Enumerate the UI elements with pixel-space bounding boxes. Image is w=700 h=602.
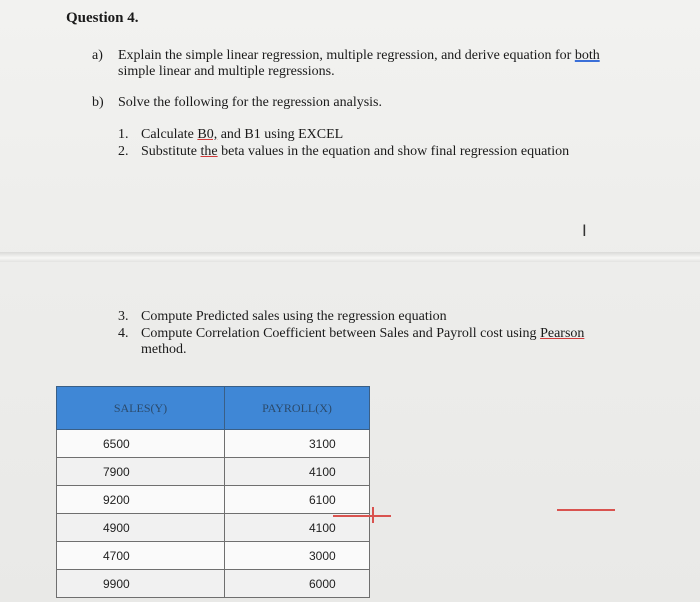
header-sales: SALES(Y) (57, 387, 225, 430)
header-payroll: PAYROLL(X) (225, 387, 370, 430)
table-row (57, 570, 370, 598)
page-separator (0, 252, 700, 262)
step-2-text (141, 144, 569, 160)
step-3-text: Compute Predicted sales using the regression equation (141, 309, 447, 324)
sales-cell: 7900 (57, 458, 225, 486)
payroll-cell: 3100 (225, 430, 370, 458)
payroll-cell: 6100 (225, 486, 370, 514)
part-a-line2: simple linear and multiple regressions. (118, 64, 335, 79)
step-4-text (141, 326, 584, 342)
sales-cell: 9900 (57, 570, 225, 598)
step-4-line2: method. (141, 342, 187, 357)
step-3 (118, 309, 578, 327)
step-1-number: 1. (118, 127, 129, 142)
step-4-before: Compute Correlation Coefficient between Sales and Payroll cost using (141, 326, 541, 341)
text-cursor-icon: I (582, 221, 587, 240)
step-2-after: beta values in the equation and show final regression equation (217, 144, 570, 159)
step-1-underlined: B0, (197, 127, 218, 142)
regression-data-table (56, 386, 370, 598)
step-2-number: 2. (118, 144, 129, 159)
step-4-underlined: Pearson (540, 326, 585, 341)
step-3-number: 3. (118, 309, 129, 324)
sales-cell: 6500 (57, 430, 225, 458)
payroll-cell: 6000 (225, 570, 370, 598)
part-a-underlined-word: both (574, 48, 600, 63)
step-1-before: Calculate (141, 127, 198, 142)
part-b (92, 95, 492, 113)
table-row (57, 458, 370, 486)
part-a (92, 48, 652, 82)
step-2-before: Substitute (141, 144, 201, 159)
table-row (57, 542, 370, 570)
table-header-row (57, 387, 370, 430)
step-1 (118, 127, 578, 145)
red-annotation-mark (333, 515, 391, 517)
step-1-text (141, 127, 343, 143)
part-b-label: b) (92, 95, 104, 110)
sales-cell: 4700 (57, 542, 225, 570)
table-row (57, 486, 370, 514)
part-a-label: a) (92, 48, 103, 63)
question-title: Question 4. (66, 10, 139, 26)
step-2-underlined: the (200, 144, 218, 159)
red-annotation-mark (372, 507, 374, 523)
step-4-number: 4. (118, 326, 129, 341)
step-1-after: and B1 using EXCEL (217, 127, 344, 142)
part-a-line1-text: Explain the simple linear regression, multiple regression, and derive equation for (118, 48, 575, 63)
red-annotation-mark (557, 509, 615, 511)
payroll-cell: 4100 (225, 514, 370, 542)
part-b-text: Solve the following for the regression analysis. (118, 95, 383, 110)
step-4 (118, 326, 598, 360)
step-2 (118, 144, 588, 162)
payroll-cell: 4100 (225, 458, 370, 486)
payroll-cell: 3000 (225, 542, 370, 570)
table-row (57, 514, 370, 542)
sales-cell: 4900 (57, 514, 225, 542)
part-a-line1 (118, 48, 600, 64)
table-row (57, 430, 370, 458)
sales-cell: 9200 (57, 486, 225, 514)
